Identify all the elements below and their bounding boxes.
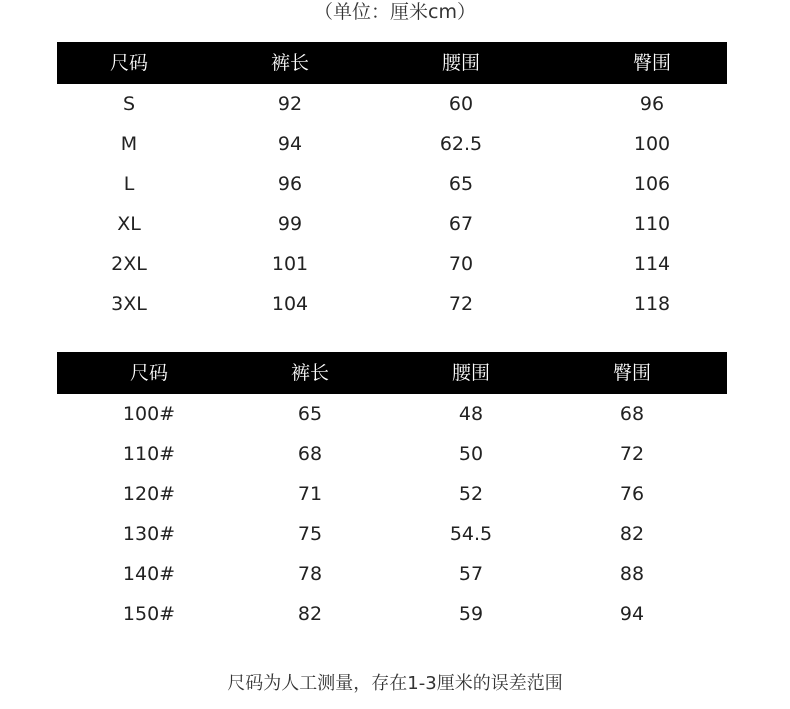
waist-cell: 70 xyxy=(448,253,474,275)
hip-cell: 94 xyxy=(619,603,645,625)
size-cell: 100# xyxy=(122,403,176,425)
size-cell: L xyxy=(123,173,135,195)
header-size: 尺码 xyxy=(109,52,148,74)
waist-cell: 57 xyxy=(458,563,484,585)
table-row xyxy=(57,514,727,554)
adult-size-table xyxy=(57,42,727,324)
table-body xyxy=(57,84,727,324)
pants-length-cell: 68 xyxy=(297,443,323,465)
hip-cell: 100 xyxy=(633,133,671,155)
table-row xyxy=(57,474,727,514)
table-row xyxy=(57,84,727,124)
table-row xyxy=(57,594,727,634)
hip-cell: 72 xyxy=(619,443,645,465)
size-cell: M xyxy=(120,133,138,155)
waist-cell: 65 xyxy=(448,173,474,195)
size-cell: 2XL xyxy=(111,253,147,275)
hip-cell: 68 xyxy=(619,403,645,425)
hip-cell: 96 xyxy=(639,93,665,115)
waist-cell: 72 xyxy=(448,293,474,315)
table-row xyxy=(57,554,727,594)
size-cell: 120# xyxy=(122,483,176,505)
header-waist: 腰围 xyxy=(451,362,490,384)
waist-cell: 48 xyxy=(458,403,484,425)
pants-length-cell: 71 xyxy=(297,483,323,505)
table-row xyxy=(57,434,727,474)
size-cell: 110# xyxy=(122,443,176,465)
header-waist: 腰围 xyxy=(441,52,480,74)
waist-cell: 67 xyxy=(448,213,474,235)
hip-cell: 106 xyxy=(633,173,671,195)
pants-length-cell: 101 xyxy=(271,253,309,275)
waist-cell: 54.5 xyxy=(449,523,493,545)
waist-cell: 59 xyxy=(458,603,484,625)
size-cell: 130# xyxy=(122,523,176,545)
pants-length-cell: 99 xyxy=(277,213,303,235)
pants-length-cell: 78 xyxy=(297,563,323,585)
pants-length-cell: 104 xyxy=(271,293,309,315)
table-row xyxy=(57,284,727,324)
pants-length-cell: 82 xyxy=(297,603,323,625)
header-hip: 臀围 xyxy=(612,362,651,384)
hip-cell: 118 xyxy=(633,293,671,315)
size-cell: 150# xyxy=(122,603,176,625)
size-cell: 140# xyxy=(122,563,176,585)
size-cell: XL xyxy=(117,213,141,235)
pants-length-cell: 65 xyxy=(297,403,323,425)
header-hip: 臀围 xyxy=(632,52,671,74)
hip-cell: 114 xyxy=(633,253,671,275)
pants-length-cell: 96 xyxy=(277,173,303,195)
size-cell: 3XL xyxy=(111,293,147,315)
table-row xyxy=(57,124,727,164)
table-body xyxy=(57,394,727,634)
unit-note: （单位：厘米cm） xyxy=(314,1,476,23)
waist-cell: 62.5 xyxy=(439,133,483,155)
hip-cell: 82 xyxy=(619,523,645,545)
table-row xyxy=(57,204,727,244)
hip-cell: 76 xyxy=(619,483,645,505)
waist-cell: 60 xyxy=(448,93,474,115)
footer-note: 尺码为人工测量，存在1-3厘米的误差范围 xyxy=(227,673,563,694)
table-row xyxy=(57,244,727,284)
table-row xyxy=(57,394,727,434)
table-header xyxy=(57,42,727,84)
waist-cell: 52 xyxy=(458,483,484,505)
hip-cell: 110 xyxy=(633,213,671,235)
pants-length-cell: 75 xyxy=(297,523,323,545)
hip-cell: 88 xyxy=(619,563,645,585)
pants-length-cell: 94 xyxy=(277,133,303,155)
kids-size-table xyxy=(57,352,727,634)
table-header xyxy=(57,352,727,394)
pants-length-cell: 92 xyxy=(277,93,303,115)
table-row xyxy=(57,164,727,204)
header-size: 尺码 xyxy=(129,362,168,384)
header-pants-length: 裤长 xyxy=(270,52,309,74)
size-cell: S xyxy=(122,93,136,115)
header-pants-length: 裤长 xyxy=(290,362,329,384)
waist-cell: 50 xyxy=(458,443,484,465)
